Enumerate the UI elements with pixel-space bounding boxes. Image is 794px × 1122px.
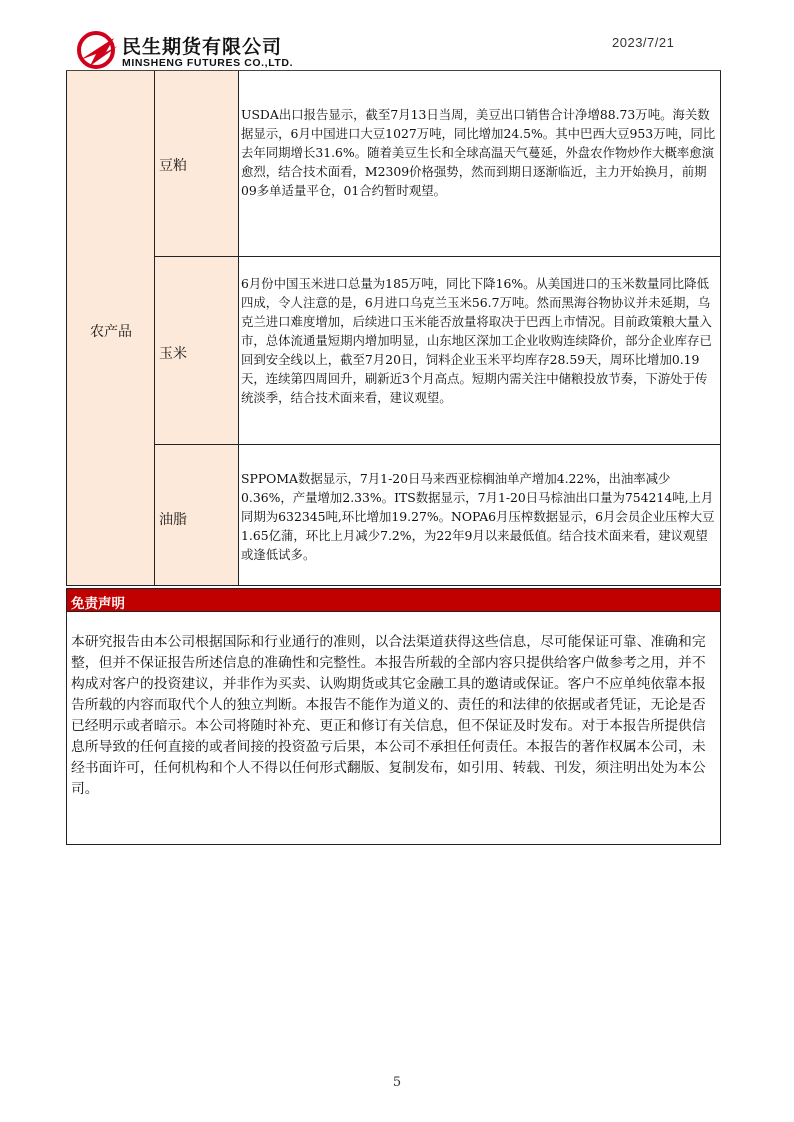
commodity-column (155, 71, 239, 585)
company-name-cn: 民生期货有限公司 (122, 36, 283, 58)
row-divider (155, 444, 721, 445)
page-header (0, 0, 794, 72)
disclaimer-title: 免责声明 (71, 596, 125, 612)
disclaimer-header (66, 588, 721, 612)
disclaimer-text: 本研究报告由本公司根据国际和行业通行的准则，以合法渠道获得这些信息，尽可能保证可靠、准确和完整，但并不保证报告所述信息的准确性和完整性。本报告所载的全部内容只提供给客户做参考之用，并不构成对客户的投资建议，并非作为买卖、认购期货或其它金融工具的邀请或保证。客户不应单纯依靠本报告所载的内容而取代个人的独立判断。本报告不能作为道义的、责任的和法律的依据或者凭证，无论是否已经明示或者暗示。本公司将随时补充、更正和修订有关信息，但不保证及时发布。对于本报告所提供信息所导致的任何直接的或者间接的投资盈亏后果，本公司不承担任何责任。本报告的著作权属本公司，未经书面许可，任何机构和个人不得以任何形式翻版、复制发布，如引用、转载、刊发，须注明出处为本公司。 (71, 634, 706, 797)
commodity-analysis-text: 6月份中国玉米进口总量为185万吨，同比下降16%。从美国进口的玉米数量同比降低四成，令人注意的是，6月进口乌克兰玉米56.7万吨。然而黑海谷物协议并未延期，乌克兰进口难度增加，后续进口玉米能否放量将取决于巴西上市情况。目前政策粮大量入市，总体流通量短期内增加明显，山东地区深加工企业收购连续降价，部分企业库存已回到安全线以上，截至7月20日，饲料企业玉米平均库存28.59天，周环比增加0.19天，连续第四周回升，刷新近3个月高点。短期内需关注中储粮投放节奏，下游处于传统淡季，结合技术面来看，建议观望。 (241, 276, 712, 405)
category-column (67, 71, 155, 585)
commodity-analysis-text: USDA出口报告显示，截至7月13日当周，美豆出口销售合计净增88.73万吨。海关数据显示，6月中国进口大豆1027万吨，同比增加24.5%。其中巴西大豆953万吨，同比去年同期增长31.6%。随着美豆生长和全球高温天气蔓延，外盘农作物炒作大概率愈演愈烈，结合技术面看，M2309价格强势，然而到期日逐渐临近，主力开始换月，前期09多单适量平仓，01合约暂时观望。 (241, 107, 716, 198)
page-number: 5 (392, 1075, 402, 1090)
company-name-en: MINSHENG FUTURES CO.,LTD. (122, 57, 294, 69)
commodity-name: 玉米 (159, 346, 187, 362)
disclaimer-box (66, 612, 721, 845)
commodity-name: 豆粕 (159, 158, 187, 174)
commodity-analysis-text: SPPOMA数据显示，7月1-20日马来西亚棕榈油单产增加4.22%，出油率减少0.36%，产量增加2.33%。ITS数据显示，7月1-20日马棕油出口量为754214吨,上月同期为632345吨,环比增加19.27%。NOPA6月压榨数据显示，6月会员企业压榨大豆1.65亿蒲，环比上月减少7.2%，为22年9月以来最低值。结合技术面来看，建议观望或逢低试多。 (241, 471, 715, 562)
report-date: 2023/7/21 (612, 35, 675, 50)
minsheng-logo-icon (76, 30, 120, 70)
commodity-table (66, 71, 721, 586)
row-divider (155, 256, 721, 257)
category-label: 农产品 (90, 324, 132, 340)
commodity-name: 油脂 (159, 512, 187, 528)
